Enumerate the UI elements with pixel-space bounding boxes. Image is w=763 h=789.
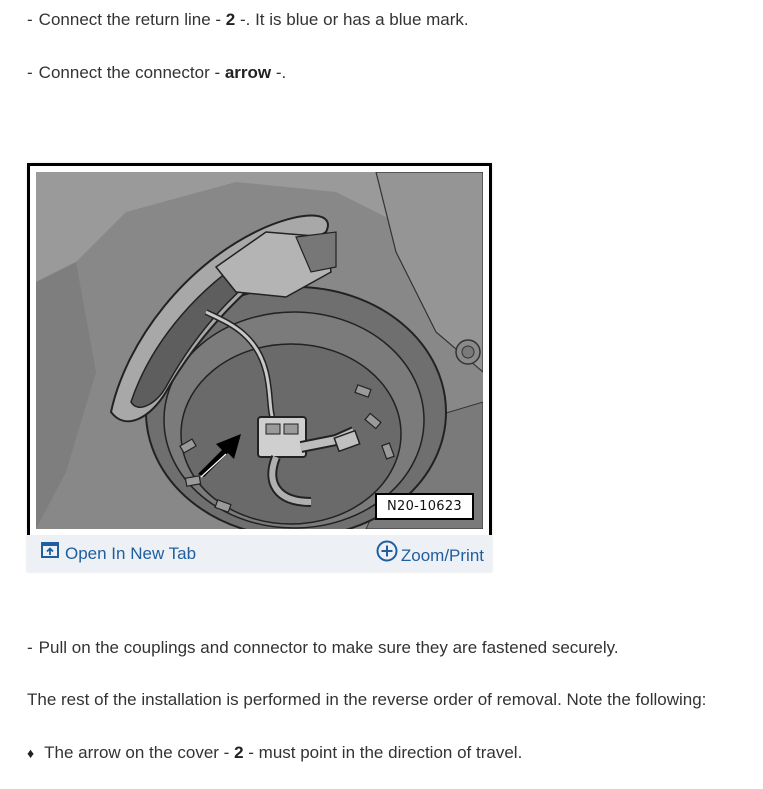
fuel-pump-illustration[interactable]: [36, 172, 483, 529]
zoom-print-link[interactable]: [376, 542, 484, 566]
figure-label: N20-10623: [375, 493, 474, 520]
plus-circle-icon: [376, 540, 398, 569]
open-in-new-tab-label: Open In New Tab: [65, 544, 197, 563]
figure-toolbar: [27, 535, 492, 572]
open-in-new-tab-icon: [41, 541, 59, 565]
note-paragraph: [27, 689, 706, 711]
bullet-text: The arrow on the cover -: [44, 743, 235, 762]
step-bold-ref: 2: [225, 10, 236, 29]
zoom-print-label: Zoom/Print: [400, 545, 484, 565]
note-text: The rest of the installation is performed in the reverse order of removal. Note the following:: [27, 690, 707, 709]
step-dash: -: [27, 10, 33, 29]
bullet-bold-ref: 2: [234, 743, 244, 762]
step-line-pull: [27, 637, 619, 659]
open-in-new-tab-link[interactable]: [41, 542, 196, 566]
step-text: -. It is blue or has a blue mark.: [235, 10, 469, 29]
step-text: Connect the connector -: [38, 63, 225, 82]
bullet-text: - must point in the direction of travel.: [243, 743, 523, 762]
step-text: Pull on the couplings and connector to make sure they are fastened securely.: [38, 638, 619, 657]
diamond-bullet-icon: ♦: [27, 745, 35, 761]
step-bold-ref: arrow: [224, 63, 272, 82]
step-text: Connect the return line -: [38, 10, 226, 29]
step-dash: -: [27, 638, 33, 657]
bullet-item: [27, 742, 522, 764]
step-line-return: [27, 9, 469, 31]
step-line-connector: [27, 62, 286, 84]
figure-container: [27, 163, 492, 572]
figure-frame: [27, 163, 492, 538]
fuel-pump-drawing: [36, 172, 483, 529]
step-dash: -: [27, 63, 33, 82]
step-text: -.: [271, 63, 287, 82]
